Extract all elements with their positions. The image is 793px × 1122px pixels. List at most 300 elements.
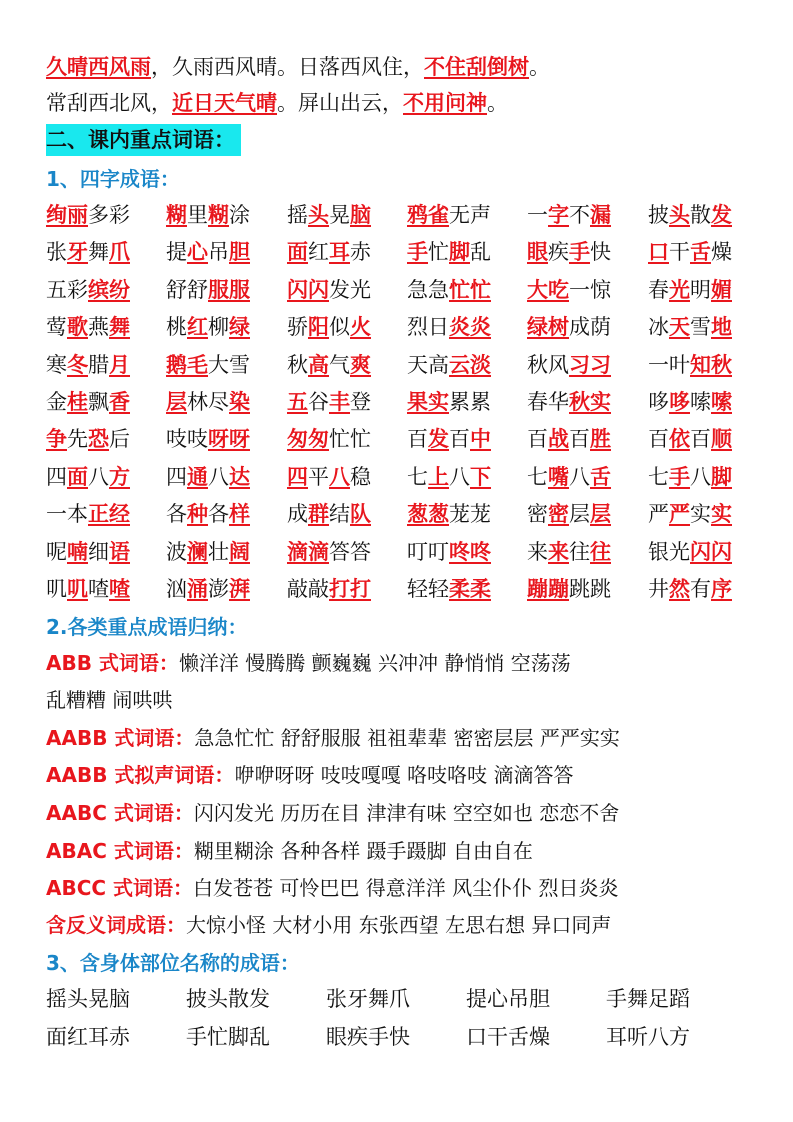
- category-row: [46, 873, 618, 903]
- idiom: [407, 424, 491, 454]
- category-row: [46, 798, 619, 828]
- idiom: [166, 574, 250, 604]
- idiom-char: 哆: [648, 390, 669, 414]
- highlight-char: 炎炎: [449, 315, 491, 340]
- idiom-char: 燕: [88, 315, 109, 340]
- idiom: [407, 462, 491, 492]
- proverb-text: ，久雨西风晴。日落西风住，: [151, 55, 424, 79]
- idiom-char: 百: [648, 427, 669, 452]
- highlight-char: 牙: [67, 240, 88, 265]
- highlight-char: 依: [669, 427, 690, 452]
- idiom-char: 舒舒: [166, 277, 208, 302]
- idiom: [648, 350, 732, 380]
- highlight-char: 发: [711, 203, 732, 227]
- body-idiom: 面红耳赤: [46, 1025, 130, 1049]
- idiom-char: 百: [690, 427, 711, 452]
- idiom-char: 来: [527, 539, 548, 564]
- highlight-char: 群: [308, 502, 329, 527]
- idiom: [407, 237, 491, 267]
- idiom-char: 喳: [88, 577, 109, 601]
- idiom: [46, 200, 130, 230]
- idiom-char: 呢: [46, 539, 67, 564]
- idiom-char: 气: [329, 352, 350, 377]
- highlight-char: 舌: [590, 464, 611, 489]
- idiom-char: 七: [407, 464, 428, 489]
- idiom-char: 疾: [548, 240, 569, 265]
- subheading-body-part-idioms: 3、含身体部位名称的成语：: [46, 951, 300, 975]
- idiom-char: 雪: [690, 315, 711, 340]
- highlight-char: 高: [308, 352, 329, 377]
- idiom: [46, 499, 130, 529]
- idiom-char: 汹: [166, 577, 187, 601]
- idiom-char: 八: [569, 464, 590, 489]
- highlight-char: 服服: [208, 277, 250, 302]
- highlight-char: 鹅毛: [166, 352, 208, 377]
- highlight-char: 爪: [109, 240, 130, 265]
- idiom: [648, 462, 732, 492]
- idiom-char: 平: [308, 464, 329, 489]
- proverb-text: 。: [529, 55, 550, 79]
- highlight-text: 不住刮倒树: [424, 55, 529, 79]
- idiom: [46, 312, 130, 342]
- idiom-char: 腊: [88, 352, 109, 377]
- idiom: [648, 312, 732, 342]
- highlight-char: 缤纷: [88, 277, 130, 302]
- body-idiom: 张牙舞爪: [326, 987, 410, 1011]
- highlight-char: 上: [428, 464, 449, 489]
- idiom-char: 百: [569, 427, 590, 452]
- idiom: [648, 237, 732, 267]
- idiom-char: 天高: [407, 352, 449, 377]
- highlight-char: 火: [350, 315, 371, 340]
- idiom-char: 不: [569, 203, 590, 227]
- highlight-char: 阔: [229, 539, 250, 564]
- idiom-char: 登: [350, 390, 371, 414]
- highlight-char: 秋实: [569, 390, 611, 414]
- highlight-char: 方: [109, 464, 130, 489]
- category-items: 糊里糊涂 各种各样 蹑手蹑脚 自由自在: [193, 839, 533, 863]
- highlight-char: 果实: [407, 390, 449, 414]
- idiom: [166, 537, 250, 567]
- highlight-char: 口: [648, 240, 669, 265]
- idiom-char: 茏茏: [449, 502, 491, 527]
- idiom: [166, 275, 250, 305]
- idiom-char: 八: [690, 464, 711, 489]
- idiom: [166, 387, 250, 417]
- highlight-char: 层: [590, 502, 611, 527]
- highlight-char: 漏: [590, 203, 611, 227]
- idiom-char: 四: [166, 464, 187, 489]
- idiom: [648, 200, 732, 230]
- highlight-char: 达: [229, 464, 250, 489]
- idiom: [166, 237, 250, 267]
- highlight-char: 光: [669, 277, 690, 302]
- subheading-four-char-idioms: 1、四字成语：: [46, 167, 180, 191]
- idiom-char: 大雪: [208, 352, 250, 377]
- idiom-char: 轻轻: [407, 577, 449, 601]
- idiom: [527, 200, 611, 230]
- idiom: [648, 537, 732, 567]
- idiom-char: 叽: [46, 577, 67, 601]
- idiom-char: 跳跳: [569, 577, 611, 601]
- highlight-char: 四: [287, 464, 308, 489]
- body-idiom: 提心吊胆: [466, 987, 550, 1011]
- highlight-char: 喃: [67, 539, 88, 564]
- highlight-char: 澜: [187, 539, 208, 564]
- idiom-char: 林尽: [187, 390, 229, 414]
- idiom: [46, 537, 130, 567]
- highlight-char: 涌: [187, 577, 208, 601]
- idiom-char: 散: [690, 203, 711, 227]
- idiom-char: 八: [449, 464, 470, 489]
- highlight-char: 舌: [690, 240, 711, 265]
- idiom-char: 百: [407, 427, 428, 452]
- highlight-char: 脚: [449, 240, 470, 265]
- idiom: [166, 200, 250, 230]
- subheading-idiom-categories: 2.各类重点成语归纳：: [46, 615, 248, 639]
- idiom-char: 快: [590, 240, 611, 265]
- highlight-char: 严: [669, 502, 690, 527]
- idiom-char: 壮: [208, 539, 229, 564]
- idiom: [407, 275, 491, 305]
- highlight-char: 糊: [208, 203, 229, 227]
- highlight-char: 咚咚: [449, 539, 491, 564]
- highlight-char: 丰: [329, 390, 350, 414]
- highlight-char: 胜: [590, 427, 611, 452]
- highlight-char: 手: [669, 464, 690, 489]
- highlight-char: 中: [470, 427, 491, 452]
- idiom-char: 累累: [449, 390, 491, 414]
- idiom: [407, 312, 491, 342]
- category-row: [46, 648, 571, 678]
- highlight-text: 不用问神: [403, 91, 487, 115]
- category-label: ABB 式词语：: [46, 651, 179, 675]
- highlight-char: 手: [407, 240, 428, 265]
- highlight-char: 头: [669, 203, 690, 227]
- idiom-char: 各: [208, 502, 229, 527]
- idiom-char: 发光: [329, 277, 371, 302]
- idiom: [287, 574, 371, 604]
- idiom: [46, 350, 130, 380]
- category-row: [46, 836, 533, 866]
- body-idiom: 口干舌燥: [466, 1025, 550, 1049]
- idiom-char: 忙忙: [329, 427, 371, 452]
- category-row: [46, 910, 611, 940]
- highlight-char: 月: [109, 352, 130, 377]
- category-label: ABAC 式词语：: [46, 839, 194, 863]
- highlight-char: 脑: [350, 203, 371, 227]
- idiom-char: 晃: [329, 203, 350, 227]
- highlight-char: 手: [569, 240, 590, 265]
- highlight-char: 云淡: [449, 352, 491, 377]
- idiom-char: 一本: [46, 502, 88, 527]
- idiom-char: 飘: [88, 390, 109, 414]
- category-label: AABB 式拟声词语：: [46, 763, 235, 787]
- idiom-char: 澎: [208, 577, 229, 601]
- category-label: AABC 式词语：: [46, 801, 194, 825]
- body-idiom: 摇头晃脑: [46, 987, 130, 1011]
- highlight-char: 往: [590, 539, 611, 564]
- highlight-char: 语: [109, 539, 130, 564]
- highlight-char: 争: [46, 427, 67, 452]
- category-items: 急急忙忙 舒舒服服 祖祖辈辈 密密层层 严严实实: [194, 726, 620, 750]
- body-idiom: 手舞足蹈: [606, 987, 690, 1011]
- highlight-char: 地: [711, 315, 732, 340]
- idiom-char: 五彩: [46, 277, 88, 302]
- highlight-char: 战: [548, 427, 569, 452]
- idiom-char: 各: [166, 502, 187, 527]
- idiom-char: 细: [88, 539, 109, 564]
- idiom-char: 急急: [407, 277, 449, 302]
- idiom: [527, 387, 611, 417]
- idiom: [166, 312, 250, 342]
- idiom-char: 秋风: [527, 352, 569, 377]
- idiom-char: 似: [329, 315, 350, 340]
- idiom: [287, 462, 371, 492]
- highlight-char: 五: [287, 390, 308, 414]
- idiom-char: 往: [569, 539, 590, 564]
- category-label: 含反义词成语：: [46, 913, 186, 937]
- highlight-char: 闪闪: [287, 277, 329, 302]
- idiom: [287, 275, 371, 305]
- idiom: [527, 424, 611, 454]
- idiom: [527, 537, 611, 567]
- idiom-char: 七: [648, 464, 669, 489]
- body-idiom: 披头散发: [186, 987, 270, 1011]
- idiom: [46, 237, 130, 267]
- highlight-text: 久晴西风雨: [46, 55, 151, 79]
- idiom-char: 谷: [308, 390, 329, 414]
- idiom-char: 舞: [88, 240, 109, 265]
- highlight-char: 糊: [166, 203, 187, 227]
- highlight-char: 绚丽: [46, 203, 88, 227]
- idiom-char: 吊: [208, 240, 229, 265]
- idiom: [527, 350, 611, 380]
- highlight-char: 冬: [67, 352, 88, 377]
- highlight-char: 样: [229, 502, 250, 527]
- idiom: [287, 237, 371, 267]
- idiom: [46, 574, 130, 604]
- idiom-char: 层: [569, 502, 590, 527]
- highlight-char: 心: [187, 240, 208, 265]
- highlight-char: 顺: [711, 427, 732, 452]
- highlight-char: 染: [229, 390, 250, 414]
- idiom-char: 乱: [470, 240, 491, 265]
- idiom-char: 金: [46, 390, 67, 414]
- idiom: [166, 499, 250, 529]
- body-idiom: 耳听八方: [606, 1025, 690, 1049]
- idiom-char: 吱吱: [166, 427, 208, 452]
- idiom: [287, 537, 371, 567]
- idiom-char: 无声: [449, 203, 491, 227]
- idiom-char: 秋: [287, 352, 308, 377]
- idiom: [287, 424, 371, 454]
- idiom: [527, 462, 611, 492]
- idiom-char: 波: [166, 539, 187, 564]
- idiom: [287, 499, 371, 529]
- highlight-char: 匆匆: [287, 427, 329, 452]
- idiom: [46, 424, 130, 454]
- idiom: [527, 275, 611, 305]
- highlight-char: 大吃: [527, 277, 569, 302]
- idiom: [166, 424, 250, 454]
- idiom-char: 多彩: [88, 203, 130, 227]
- highlight-char: 蹦蹦: [527, 577, 569, 601]
- category-label: ABCC 式词语：: [46, 876, 194, 900]
- highlight-char: 正经: [88, 502, 130, 527]
- highlight-char: 桂: [67, 390, 88, 414]
- proverb-text: 。屏山出云，: [277, 91, 403, 115]
- highlight-char: 八: [329, 464, 350, 489]
- idiom-char: 桃: [166, 315, 187, 340]
- category-items: 闪闪发光 历历在目 津津有味 空空如也 恋恋不舍: [193, 801, 620, 825]
- idiom: [287, 387, 371, 417]
- highlight-char: 鸦雀: [407, 203, 449, 227]
- highlight-char: 通: [187, 464, 208, 489]
- highlight-char: 舞: [109, 315, 130, 340]
- idiom: [46, 387, 130, 417]
- idiom: [527, 312, 611, 342]
- idiom-char: 实: [690, 502, 711, 527]
- highlight-char: 知秋: [690, 352, 732, 377]
- idiom-char: 柳: [208, 315, 229, 340]
- highlight-char: 然: [669, 577, 690, 601]
- idiom-char: 后: [109, 427, 130, 452]
- category-items: 白发苍苍 可怜巴巴 得意洋洋 风尘仆仆 烈日炎炎: [193, 876, 619, 900]
- idiom-char: 寒: [46, 352, 67, 377]
- idiom-char: 有: [690, 577, 711, 601]
- highlight-char: 胆: [229, 240, 250, 265]
- highlight-char: 字: [548, 203, 569, 227]
- idiom-char: 烈日: [407, 315, 449, 340]
- idiom-char: 敲敲: [287, 577, 329, 601]
- highlight-char: 香: [109, 390, 130, 414]
- highlight-char: 红: [187, 315, 208, 340]
- idiom: [407, 499, 491, 529]
- idiom-char: 银光: [648, 539, 690, 564]
- idiom-char: 答答: [329, 539, 371, 564]
- idiom-char: 春华: [527, 390, 569, 414]
- highlight-char: 绿树: [527, 315, 569, 340]
- highlight-char: 喳: [109, 577, 130, 601]
- highlight-char: 密: [548, 502, 569, 527]
- highlight-char: 阳: [308, 315, 329, 340]
- idiom: [166, 350, 250, 380]
- proverb-line-1: [46, 52, 550, 82]
- idiom-char: 百: [449, 427, 470, 452]
- category-items: 咿咿呀呀 吱吱嘎嘎 咯吱咯吱 滴滴答答: [234, 763, 574, 787]
- idiom-char: 赤: [350, 240, 371, 265]
- idiom: [527, 499, 611, 529]
- category-row: [46, 760, 574, 790]
- category-items: 乱糟糟 闹哄哄: [46, 688, 173, 712]
- highlight-char: 叽: [67, 577, 88, 601]
- idiom-char: 一叶: [648, 352, 690, 377]
- idiom-char: 七: [527, 464, 548, 489]
- idiom-char: 披: [648, 203, 669, 227]
- body-idiom: 眼疾手快: [326, 1025, 410, 1049]
- idiom-char: 八: [208, 464, 229, 489]
- highlight-char: 柔柔: [449, 577, 491, 601]
- highlight-char: 媚: [711, 277, 732, 302]
- idiom-char: 忙: [428, 240, 449, 265]
- idiom-char: 稳: [350, 464, 371, 489]
- highlight-char: 打打: [329, 577, 371, 601]
- highlight-char: 呀呀: [208, 427, 250, 452]
- highlight-char: 忙忙: [449, 277, 491, 302]
- idiom: [407, 200, 491, 230]
- highlight-char: 面: [67, 464, 88, 489]
- idiom: [407, 387, 491, 417]
- highlight-char: 下: [470, 464, 491, 489]
- idiom: [46, 275, 130, 305]
- highlight-char: 来: [548, 539, 569, 564]
- idiom-char: 百: [527, 427, 548, 452]
- idiom-char: 红: [308, 240, 329, 265]
- category-row: [46, 723, 620, 753]
- highlight-char: 序: [711, 577, 732, 601]
- body-idiom: 手忙脚乱: [186, 1025, 270, 1049]
- idiom-char: 莺: [46, 315, 67, 340]
- highlight-char: 队: [350, 502, 371, 527]
- highlight-char: 恐: [88, 427, 109, 452]
- highlight-char: 脚: [711, 464, 732, 489]
- idiom: [648, 275, 732, 305]
- idiom-char: 井: [648, 577, 669, 601]
- idiom-char: 嗦: [690, 390, 711, 414]
- category-label: AABB 式词语：: [46, 726, 195, 750]
- highlight-char: 耳: [329, 240, 350, 265]
- idiom: [166, 462, 250, 492]
- proverb-text: 。: [487, 91, 508, 115]
- idiom: [648, 424, 732, 454]
- highlight-char: 层: [166, 390, 187, 414]
- idiom: [407, 350, 491, 380]
- idiom-char: 张: [46, 240, 67, 265]
- highlight-char: 闪闪: [690, 539, 732, 564]
- highlight-char: 嗦: [711, 390, 732, 414]
- idiom: [648, 574, 732, 604]
- highlight-text: 近日天气晴: [172, 91, 277, 115]
- category-items: 懒洋洋 慢腾腾 颤巍巍 兴冲冲 静悄悄 空荡荡: [178, 651, 571, 675]
- idiom-char: 叮叮: [407, 539, 449, 564]
- idiom-char: 干: [669, 240, 690, 265]
- highlight-char: 爽: [350, 352, 371, 377]
- idiom: [527, 574, 611, 604]
- idiom: [287, 312, 371, 342]
- highlight-char: 绿: [229, 315, 250, 340]
- section-heading: 二、课内重点词语：: [46, 124, 241, 156]
- highlight-char: 习习: [569, 352, 611, 377]
- highlight-char: 天: [669, 315, 690, 340]
- idiom-char: 成: [287, 502, 308, 527]
- idiom: [648, 387, 732, 417]
- highlight-char: 嘴: [548, 464, 569, 489]
- highlight-char: 头: [308, 203, 329, 227]
- idiom-char: 提: [166, 240, 187, 265]
- idiom: [287, 350, 371, 380]
- proverb-text: 常刮西北风，: [46, 91, 172, 115]
- idiom-char: 一: [527, 203, 548, 227]
- idiom-char: 涂: [229, 203, 250, 227]
- idiom-char: 成荫: [569, 315, 611, 340]
- category-items: 大惊小怪 大材小用 东张西望 左思右想 异口同声: [186, 913, 612, 937]
- idiom-char: 骄: [287, 315, 308, 340]
- idiom-char: 里: [187, 203, 208, 227]
- highlight-char: 发: [428, 427, 449, 452]
- highlight-char: 湃: [229, 577, 250, 601]
- highlight-char: 滴滴: [287, 539, 329, 564]
